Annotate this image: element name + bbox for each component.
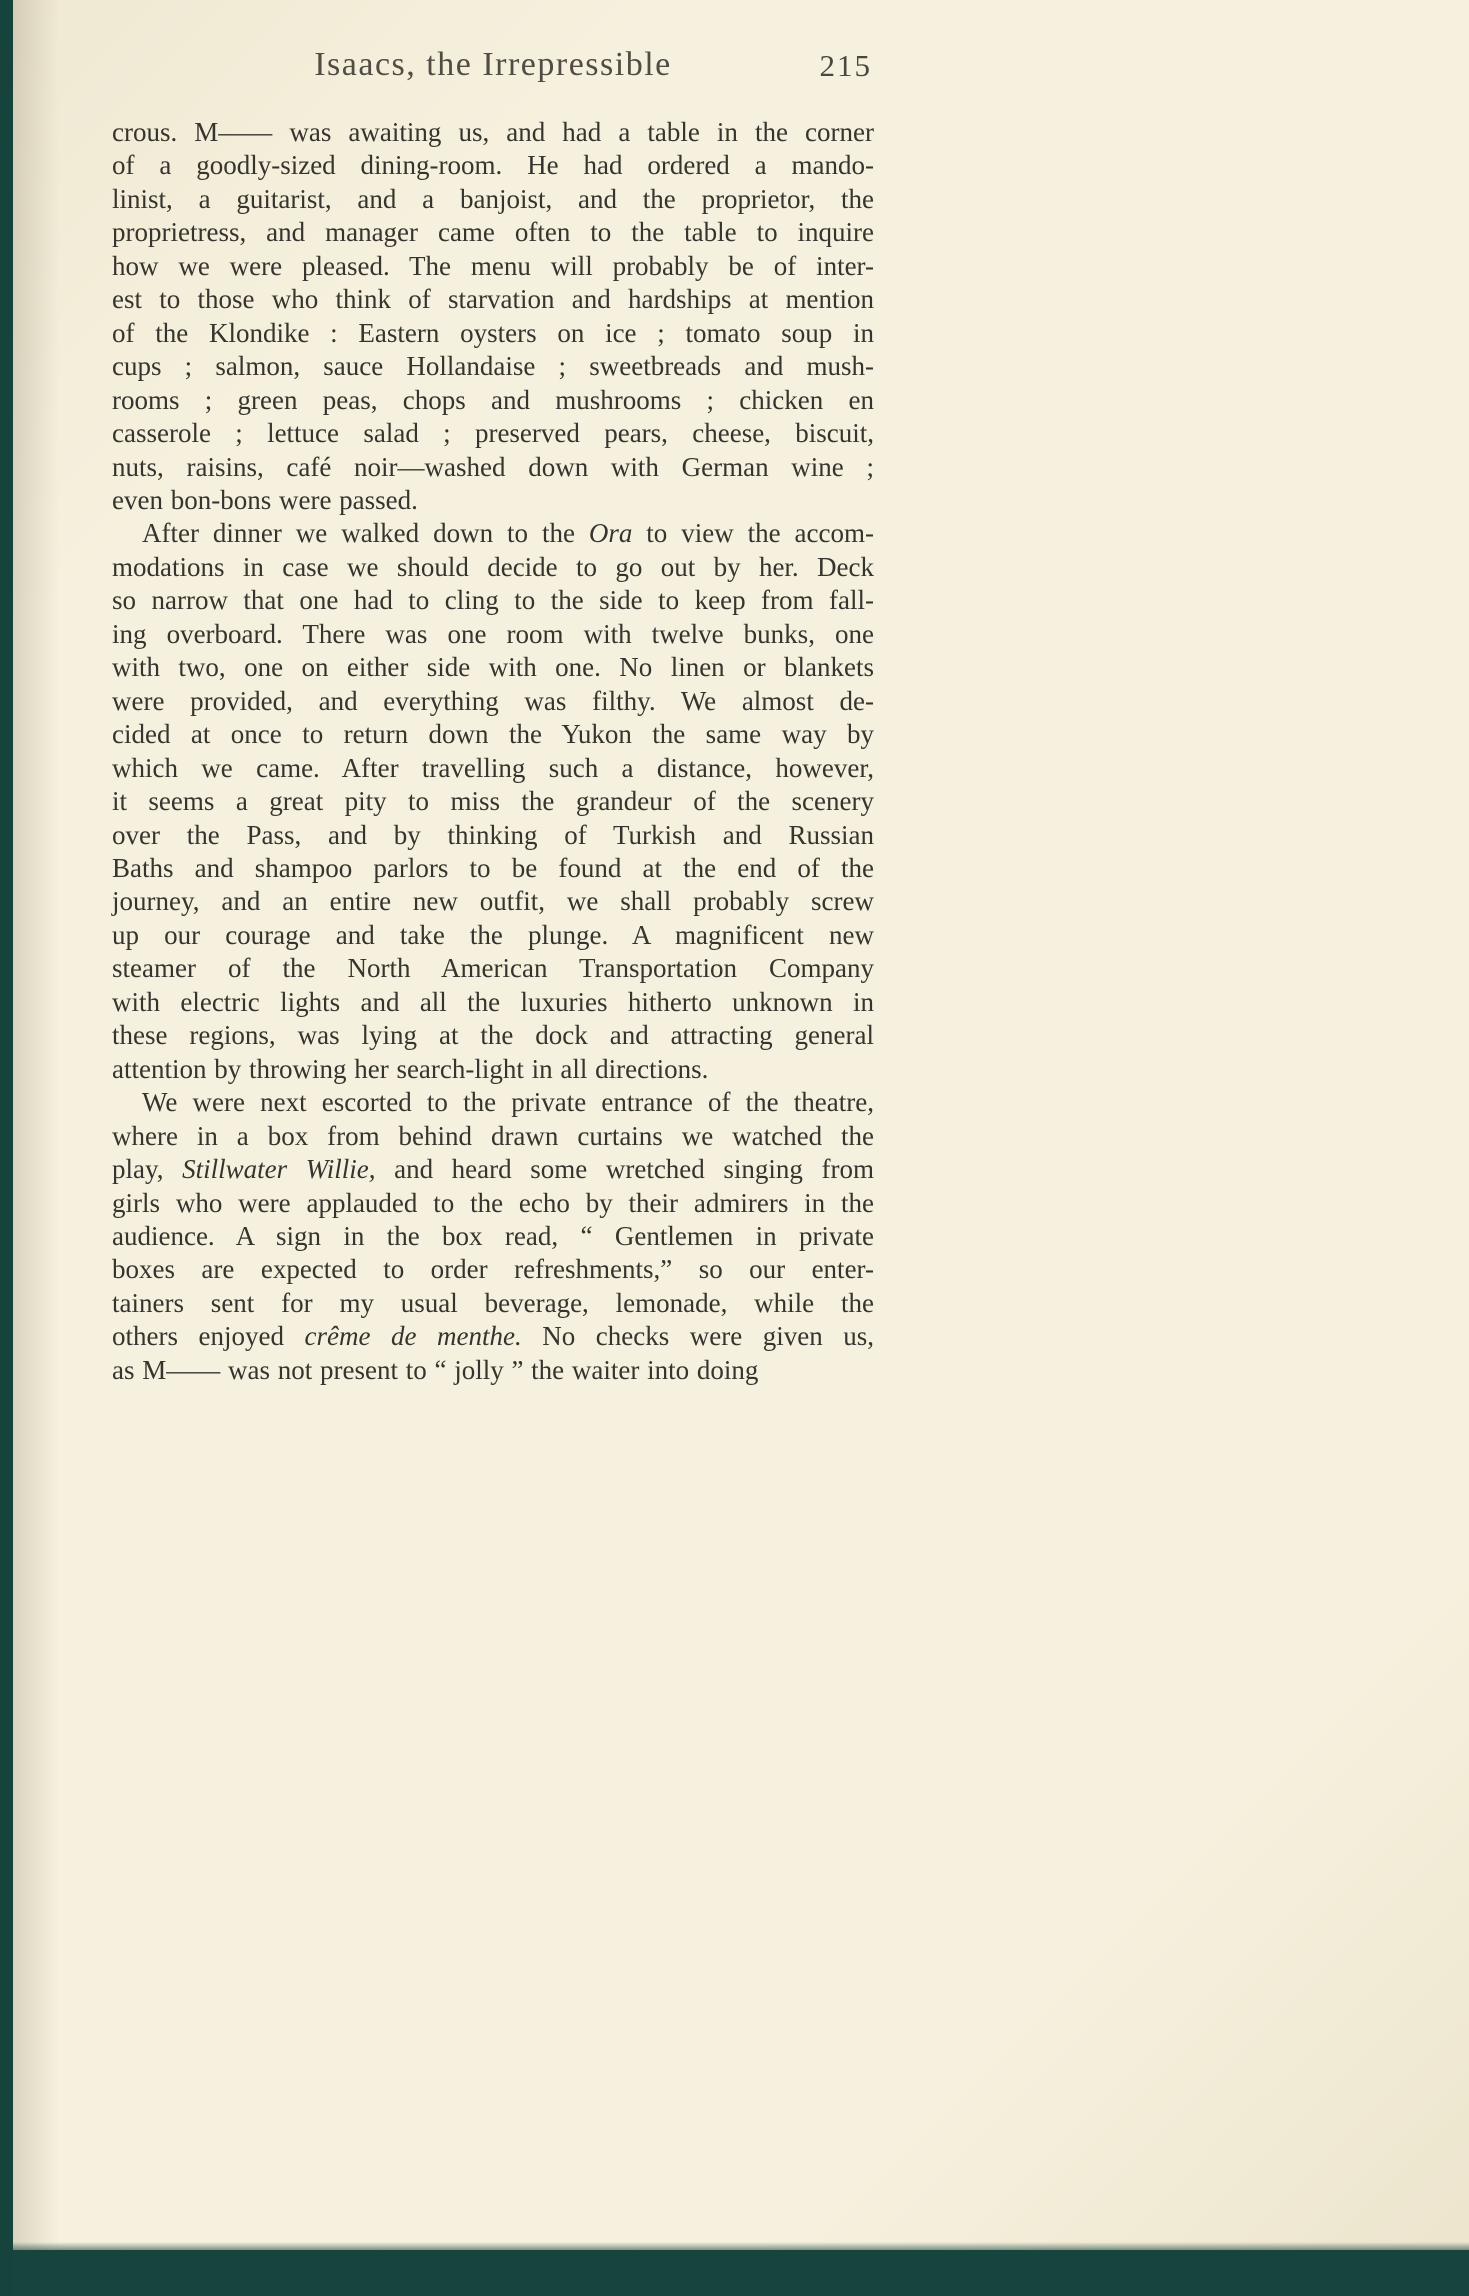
text-line: with two, one on either side with one. No linen or blankets (112, 652, 874, 683)
text-line: crous. M—— was awaiting us, and had a table in the corner (112, 117, 874, 147)
text-line: cided at once to return down the Yukon the same way by (112, 719, 874, 750)
text-line: how we were pleased. The menu will probably be of inter- (112, 250, 874, 281)
text-line: up our courage and take the plunge. A magnificent new (112, 919, 874, 950)
text-line: modations in case we should decide to go out by her. Deck (112, 551, 874, 582)
text-line: as M—— was not present to “ jolly ” the waiter into doing (112, 1354, 759, 1385)
text-line: nuts, raisins, café noir—washed down with German wine ; (112, 451, 874, 482)
text-line: proprietress, and manager came often to the table to inquire (112, 217, 874, 248)
running-header (112, 46, 874, 92)
text-line: girls who were applauded to the echo by their admirers in the (112, 1187, 874, 1218)
text-line: boxes are expected to order refreshments,” so our enter- (112, 1254, 874, 1285)
paragraph (112, 1086, 874, 1387)
text-line: play, Stillwater Willie, and heard some wretched singing from (112, 1154, 875, 1185)
text-line: audience. A sign in the box read, “ Gentlemen in private (112, 1220, 874, 1251)
page-title: Isaacs, the Irrepressible (314, 46, 672, 83)
text-line: est to those who think of starvation and hardships at mention (112, 284, 874, 315)
text-line: rooms ; green peas, chops and mushrooms ; chicken en (112, 384, 874, 415)
text-line: cups ; salmon, sauce Hollandaise ; sweetbreads and mush- (112, 351, 874, 382)
text-line: Baths and shampoo parlors to be found at the end of the (112, 852, 874, 883)
text-line: tainers sent for my usual beverage, lemonade, while the (112, 1287, 874, 1318)
binding-shadow (13, 0, 59, 2296)
text-line: where in a box from behind drawn curtains we watched the (112, 1120, 874, 1151)
text-line: steamer of the North American Transportation Company (112, 953, 874, 984)
text-line: even bon-bons were passed. (112, 484, 418, 515)
scan-edge-bottom (0, 2250, 1469, 2296)
paragraph (112, 116, 874, 517)
text-line: ing overboard. There was one room with twelve bunks, one (112, 618, 874, 649)
text-line: with electric lights and all the luxuries hitherto unknown in (112, 986, 874, 1017)
text-line: linist, a guitarist, and a banjoist, and the proprietor, the (112, 183, 874, 214)
text-line: journey, and an entire new outfit, we shall probably screw (112, 886, 874, 917)
paragraph (112, 517, 874, 1086)
text-line: it seems a great pity to miss the grandeur of the scenery (112, 786, 874, 817)
text-line: were provided, and everything was filthy. We almost de- (112, 685, 874, 716)
text-line: of a goodly-sized dining-room. He had ordered a mando- (112, 150, 874, 181)
text-line: of the Klondike : Eastern oysters on ice ; tomato soup in (112, 317, 874, 348)
text-line: casserole ; lettuce salad ; preserved pears, cheese, biscuit, (112, 418, 874, 449)
text-line: which we came. After travelling such a distance, however, (112, 752, 874, 783)
text-line: these regions, was lying at the dock and attracting general (112, 1020, 874, 1051)
body-text (112, 116, 874, 1387)
text-line: We were next escorted to the private entrance of the theatre, (142, 1087, 874, 1118)
text-line: others enjoyed crême de menthe. No checks were given us, (112, 1321, 874, 1352)
text-line: over the Pass, and by thinking of Turkish and Russian (112, 819, 874, 850)
text-line: After dinner we walked down to the Ora to view the accom- (142, 518, 874, 549)
page-number: 215 (819, 48, 872, 83)
text-line: so narrow that one had to cling to the side to keep from fall- (112, 585, 874, 616)
scan-edge-left (0, 0, 13, 2296)
text-line: attention by throwing her search-light in all directions. (112, 1053, 709, 1084)
